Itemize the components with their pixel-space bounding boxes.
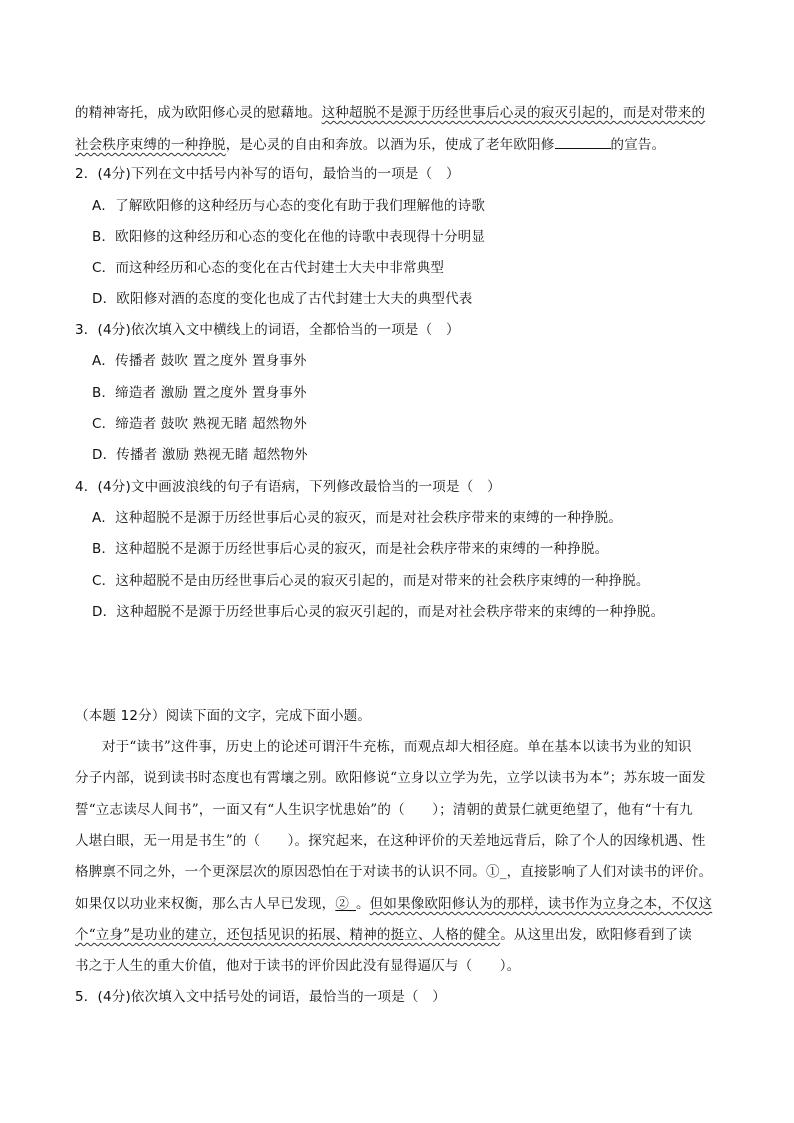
blank-marker: ②_ (335, 896, 356, 912)
question-3-option-c: C．缔造者 鼓吹 熟视无睹 超然物外 (92, 416, 307, 432)
question-3-option-d: D．传播者 激励 熟视无睹 超然物外 (92, 447, 308, 463)
passage-line (75, 894, 712, 914)
passage-text: 的宣告。 (610, 137, 666, 153)
passage-line: 誓“立志读尽人间书”，一面又有“人生识字忧患始”的（ ）；清朝的黄景仁就更绝望了，他有“十有九 (75, 802, 693, 818)
question-4-option-d: D．这种超脱不是源于历经世事后心灵的寂灭引起的，而是对社会秩序带来的束缚的一种挣脱。 (92, 604, 665, 620)
passage-text: 。从这里出发，欧阳修看到了读 (500, 927, 693, 943)
passage-line: 书之于人生的重大价值，他对于读书的评价因此没有显得逼仄与（ ）。 (75, 958, 521, 974)
question-2-option-d: D．欧阳修对酒的态度的变化也成了古代封建士大夫的典型代表 (92, 291, 473, 307)
fill-blank (555, 134, 611, 149)
question-3-option-b: B．缔造者 激励 置之度外 置身事外 (92, 385, 307, 401)
question-5-stem: 5．(4分)依次填入文中括号处的词语，最恰当的一项是（ ） (75, 989, 447, 1005)
question-2-stem: 2．(4分)下列在文中括号内补写的语句，最恰当的一项是（ ） (75, 166, 460, 182)
wavy-sentence: 个“立身”是功业的建立，还包括见识的拓展、精神的挺立、人格的健全 (75, 927, 501, 943)
question-3-option-a: A．传播者 鼓吹 置之度外 置身事外 (92, 353, 307, 369)
passage-line: 分子内部，说到读书时态度也有霄壤之别。欧阳修说“立身以立学为先，立学以读书为本”；苏东坡一面发 (75, 770, 706, 786)
question-4-stem: 4．(4分)文中画波浪线的句子有语病，下列修改最恰当的一项是（ ） (75, 479, 501, 495)
question-2-option-c: C．而这种经历和心态的变化在古代封建士大夫中非常典型 (92, 260, 445, 276)
question-4-option-c: C．这种超脱不是由历经世事后心灵的寂灭引起的，而是对带来的社会秩序束缚的一种挣脱。 (92, 573, 650, 589)
question-4-option-b: B．这种超脱不是源于历经世事后心灵的寂灭，而是社会秩序带来的束缚的一种挣脱。 (92, 541, 609, 557)
section-intro: （本题 12分）阅读下面的文字，完成下面小题。 (75, 708, 372, 724)
wavy-sentence: 这种超脱不是源于历经世事后心灵的寂灭引起的，而是对带来的 (321, 105, 706, 121)
passage-text: 的精神寄托，成为欧阳修心灵的慰藉地。 (75, 105, 322, 121)
wavy-sentence: 社会秩序束缚的一种挣脱 (75, 137, 226, 153)
passage-line: 人堪白眼，无一用是书生”的（ ）。探究起来，在这种评价的天差地远背后，除了个人的因缘机遇、性 (75, 833, 706, 849)
question-2-option-a: A．了解欧阳修的这种经历与心态的变化有助于我们理解他的诗歌 (92, 198, 486, 214)
question-4-option-a: A．这种超脱不是源于历经世事后心灵的寂灭，而是对社会秩序带来的束缚的一种挣脱。 (92, 510, 623, 526)
passage-line (75, 925, 692, 945)
passage-text: ，是心灵的自由和奔放。以酒为乐，使成了老年欧阳修 (225, 137, 555, 153)
passage-text: 如果仅以功业来权衡，那么古人早已发现， (75, 896, 336, 912)
passage-line: 对于“读书”这件事，历史上的论述可谓汗牛充栋，而观点却大相径庭。单在基本以读书为业的知识 (102, 739, 692, 755)
passage-line-2 (75, 134, 665, 155)
question-3-stem: 3．(4分)依次填入文中横线上的词语，全都恰当的一项是（ ） (75, 322, 460, 338)
passage-line-1 (75, 103, 705, 123)
question-2-option-b: B．欧阳修的这种经历和心态的变化在他的诗歌中表现得十分明显 (92, 229, 486, 245)
passage-line: 格脾禀不同之外，一个更深层次的原因恐怕在于对读书的认识不同。①_，直接影响了人们对读书的评价。 (75, 864, 713, 880)
wavy-sentence: 但如果像欧阳修认为的那样，读书作为立身之本，不仅这 (369, 896, 713, 912)
passage-text: 。 (355, 896, 370, 912)
